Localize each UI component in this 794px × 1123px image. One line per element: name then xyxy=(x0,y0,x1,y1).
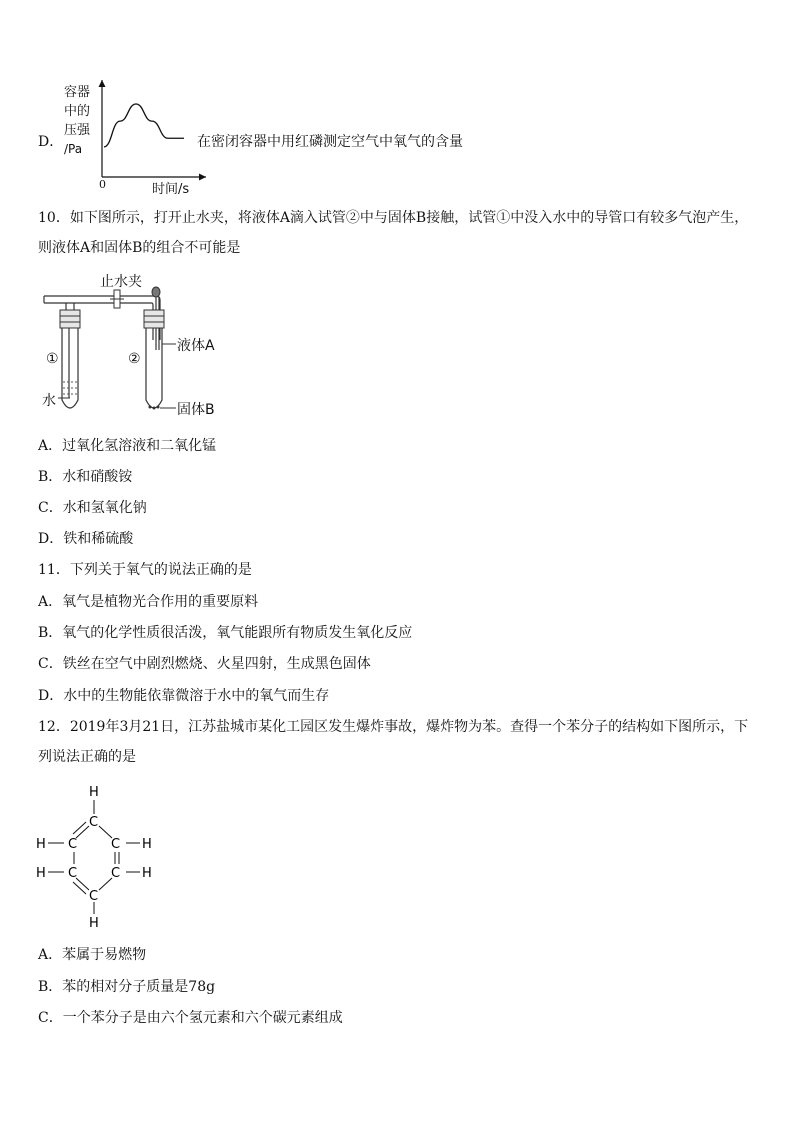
atom-c-right-1: C xyxy=(111,837,121,852)
q9-option-d-letter: D． xyxy=(38,134,64,150)
q11-option-d: D．水中的生物能依靠微溶于水中的氧气而生存 xyxy=(38,688,330,704)
test-tube-2 xyxy=(144,310,164,410)
q10-option-d: D．铁和稀硫酸 xyxy=(38,531,134,547)
benzene-structure-figure xyxy=(34,780,164,930)
clamp-label: 止水夹 xyxy=(100,274,142,290)
atom-c-left-2: C xyxy=(68,866,78,881)
atom-h-right-1: H xyxy=(142,837,152,852)
y-axis-label-line-3: 压强 xyxy=(64,123,91,138)
q10-option-b: B．水和硝酸铵 xyxy=(38,469,133,485)
atom-h-top: H xyxy=(89,785,99,800)
atom-h-left-2: H xyxy=(36,866,46,881)
q9-option-d-text: 在密闭容器中用红磷测定空气中氧气的含量 xyxy=(197,134,463,150)
q11-option-a: A．氧气是植物光合作用的重要原料 xyxy=(38,594,259,610)
water-clamp-icon xyxy=(110,290,124,308)
q11-option-c: C．铁丝在空气中剧烈燃烧、火星四射，生成黑色固体 xyxy=(38,656,371,672)
q10-option-c: C．水和氢氧化钠 xyxy=(38,500,147,516)
atom-c-right-2: C xyxy=(111,866,121,881)
q12-option-c: C．一个苯分子是由六个氢元素和六个碳元素组成 xyxy=(38,1010,343,1026)
tube-1-label: ① xyxy=(46,351,59,367)
y-axis-label-line-1: 容器 xyxy=(64,85,91,100)
q12-option-a: A．苯属于易燃物 xyxy=(38,947,147,963)
q11-stem: 11．下列关于氧气的说法正确的是 xyxy=(38,562,252,578)
q9-x-axis-label: 时间/s xyxy=(152,182,190,197)
tube-2-label: ② xyxy=(128,351,141,367)
atom-h-right-2: H xyxy=(142,866,152,881)
atom-h-left-1: H xyxy=(36,837,46,852)
solid-b-label: 固体B xyxy=(177,402,215,418)
test-tube-1 xyxy=(60,310,80,408)
pressure-curve xyxy=(104,104,184,147)
atom-c-bottom: C xyxy=(89,889,99,904)
q10-stem: 10．如下图所示，打开止水夹，将液体A滴入试管②中与固体B接触，试管①中没入水中的导管口有较多气泡产生，则液体A和固体B的组合不可能是 xyxy=(38,210,749,256)
q9-origin-label: 0 xyxy=(99,178,106,191)
q11-option-b: B．氧气的化学性质很活泼，氧气能跟所有物质发生氧化反应 xyxy=(38,625,413,641)
q9-y-axis-label xyxy=(64,83,90,159)
y-axis-label-line-4: /Pa xyxy=(64,142,83,156)
atom-c-top: C xyxy=(89,815,99,830)
atom-c-left-1: C xyxy=(68,837,78,852)
q9-pressure-chart xyxy=(96,74,216,184)
liquid-a-label: 液体A xyxy=(177,338,215,354)
atom-h-bottom: H xyxy=(89,916,99,930)
water-label: 水 xyxy=(42,393,56,409)
q12-option-b: B．苯的相对分子质量是78g xyxy=(38,979,216,995)
q12-stem: 12．2019年3月21日，江苏盐城市某化工园区发生爆炸事故，爆炸物为苯。查得一个苯分子的结构如下图所示，下列说法正确的是 xyxy=(38,719,749,765)
q10-option-a: A．过氧化氢溶液和二氧化锰 xyxy=(38,438,217,454)
y-axis-label-line-2: 中的 xyxy=(64,104,91,119)
